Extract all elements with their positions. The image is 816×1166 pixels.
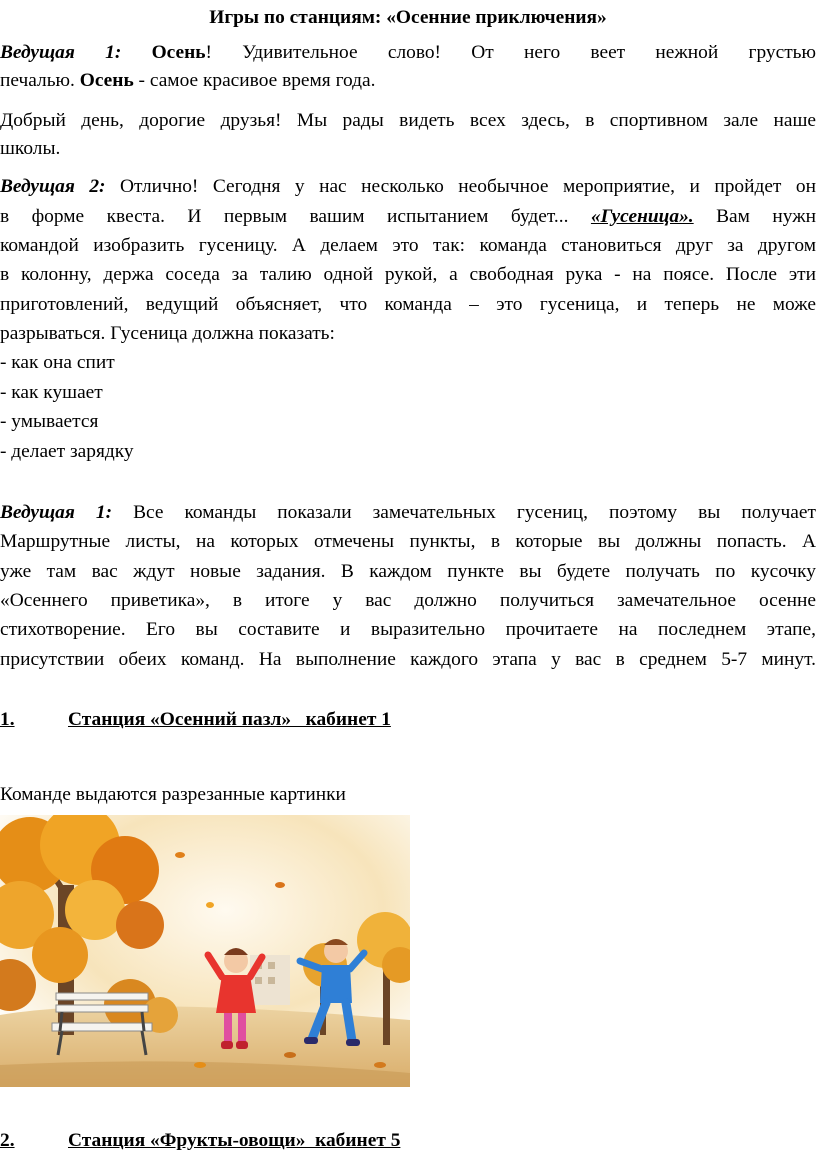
text-run: в форме квеста. И первым вашим испытанием будет... bbox=[0, 206, 591, 227]
speaker-label: Ведущая 1: bbox=[0, 502, 113, 523]
game-name: «Гусеница». bbox=[590, 206, 694, 227]
list-item: - умывается bbox=[0, 411, 99, 432]
station-1-description: Команде выдаются разрезанные картинки bbox=[0, 784, 346, 805]
paragraph-4-line-4: «Осеннего приветика», в итоге у вас должно получиться замечательное осенне bbox=[0, 590, 816, 611]
paragraph-3-line-6: разрываться. Гусеница должна показать: bbox=[0, 323, 335, 344]
paragraph-4-line-5: стихотворение. Его вы составите и выразительно прочитаете на последнем этапе, bbox=[0, 619, 816, 640]
text-run: Отлично! Сегодня у нас несколько необычное мероприятие, и пройдет он bbox=[105, 176, 816, 197]
text-run: печалью. bbox=[0, 70, 80, 91]
list-item: - как кушает bbox=[0, 382, 103, 403]
paragraph-2-line-2: школы. bbox=[0, 138, 61, 159]
paragraph-3-line-5: приготовлений, ведущий объясняет, что команда – это гусеница, и теперь не може bbox=[0, 294, 816, 315]
bold-word: Осень bbox=[79, 70, 134, 91]
text-run: - самое красивое время года. bbox=[133, 70, 376, 91]
paragraph-4-line-2: Маршрутные листы, на которых отмечены пункты, в которые вы должны попасть. А bbox=[0, 531, 816, 552]
list-item: - делает зарядку bbox=[0, 441, 134, 462]
document-title: Игры по станциям: «Осенние приключения» bbox=[209, 7, 607, 28]
speaker-label: Ведущая 1: bbox=[0, 42, 122, 63]
station-number: 2. bbox=[0, 1130, 15, 1151]
paragraph-3-line-4: в колонну, держа соседа за талию одной рукой, а свободная рука - на поясе. После эти bbox=[0, 264, 816, 285]
paragraph-3-line-2 bbox=[0, 202, 816, 232]
speaker-label: Ведущая 2: bbox=[0, 176, 106, 197]
paragraph-1-line-1 bbox=[0, 38, 816, 68]
paragraph-3-line-3: командой изобразить гусеницу. А делаем это так: команда становиться друг за другом bbox=[0, 235, 816, 256]
paragraph-2-line-1: Добрый день, дорогие друзья! Мы рады видеть всех здесь, в спортивном зале наше bbox=[0, 110, 816, 131]
autumn-park-illustration bbox=[0, 815, 410, 1087]
station-2-heading bbox=[0, 1126, 816, 1156]
text-run: ! Удивительное слово! От него веет нежной грустью bbox=[205, 42, 816, 63]
station-1-heading bbox=[0, 705, 816, 735]
bold-word: Осень bbox=[151, 42, 206, 63]
text-run: Все команды показали замечательных гусениц, поэтому вы получает bbox=[112, 502, 816, 523]
paragraph-4-line-6: присутствии обеих команд. На выполнение каждого этапа у вас в среднем 5-7 минут. bbox=[0, 649, 816, 670]
paragraph-4-line-1 bbox=[0, 498, 816, 528]
list-item: - как она спит bbox=[0, 352, 115, 373]
station-number: 1. bbox=[0, 709, 15, 730]
paragraph-3-line-1 bbox=[0, 172, 816, 202]
text-run: Вам нужн bbox=[693, 206, 816, 227]
paragraph-4-line-3: уже там вас ждут новые задания. В каждом пункте вы будете получать по кусочку bbox=[0, 561, 816, 582]
paragraph-1-line-2 bbox=[0, 66, 816, 96]
station-title: Станция «Фрукты-овощи» кабинет 5 bbox=[68, 1130, 401, 1151]
station-title: Станция «Осенний пазл» кабинет 1 bbox=[68, 709, 391, 730]
